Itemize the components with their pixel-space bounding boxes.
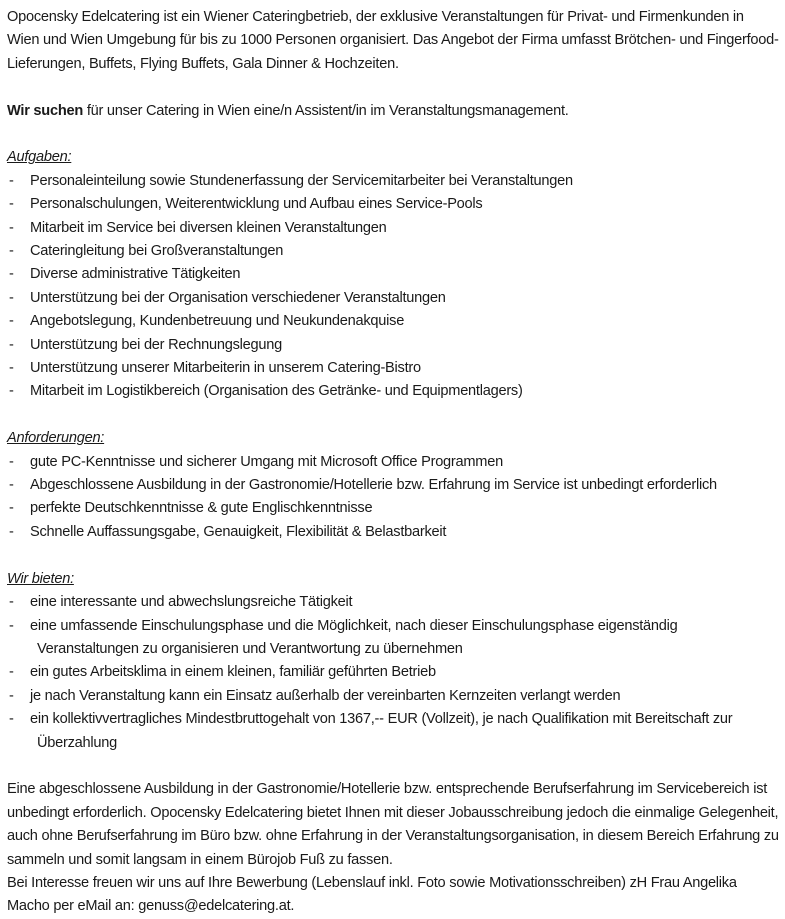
list-item: - Mitarbeit im Service bei diversen kleinen Veranstaltungen [7, 217, 779, 240]
list-item: - Unterstützung unserer Mitarbeiterin in unserem Catering-Bistro [7, 357, 779, 380]
list-item: - gute PC-Kenntnisse und sicherer Umgang mit Microsoft Office Programmen [7, 451, 779, 474]
list-item: - je nach Veranstaltung kann ein Einsatz außerhalb der vereinbarten Kernzeiten verlangt werden [7, 685, 779, 708]
spacer [7, 755, 779, 778]
spacer [7, 404, 779, 427]
list-item: - Personaleinteilung sowie Stundenerfassung der Servicemitarbeiter bei Veranstaltungen [7, 170, 779, 193]
list-item: - Unterstützung bei der Organisation verschiedener Veranstaltungen [7, 287, 779, 310]
list-item: - Personalschulungen, Weiterentwicklung und Aufbau eines Service-Pools [7, 193, 779, 216]
list-item: - Unterstützung bei der Rechnungslegung [7, 334, 779, 357]
bieten-title: Wir bieten: [7, 570, 74, 587]
list-item [7, 708, 779, 755]
list-item: - eine interessante und abwechslungsreiche Tätigkeit [7, 591, 779, 614]
search-bold: Wir suchen [7, 102, 84, 119]
list-item-continuation: Veranstaltungen zu organisieren und Verantwortung zu übernehmen [37, 640, 463, 657]
search-rest: für unser Catering in Wien eine/n Assistent/in im Veranstaltungsmanagement. [83, 102, 569, 119]
intro-paragraph: Opocensky Edelcatering ist ein Wiener Cateringbetrieb, der exklusive Veranstaltungen für Privat- und Firmenkunden in Wien und Wien Umgebung für bis zu 1000 Personen organisiert. Das Angebot der Firma umfasst Brötchen- und Fingerfood-Lieferungen, Buffets, Flying Buffets, Gala Dinner & Hochzeiten. [7, 9, 779, 72]
list-item [7, 615, 779, 662]
bieten-list [7, 591, 779, 755]
closing-paragraph: Eine abgeschlossene Ausbildung in der Gastronomie/Hotellerie bzw. entsprechende Berufserfahrung im Servicebereich ist unbedingt erforderlich. Opocensky Edelcatering bietet Ihnen mit dieser Jobausschreibung jedoch die einmalige Gelegenheit, auch ohne Berufserfahrung im Büro bzw. ohne Erfahrung in der Veranstaltungsorganisation, in diesem Bereich Erfahrung zu sammeln und somit langsam in einem Bürojob Fuß zu fassen. [7, 781, 779, 868]
spacer [7, 123, 779, 146]
anforderungen-list [7, 451, 779, 545]
anforderungen-title: Anforderungen: [7, 430, 105, 447]
list-item: - Schnelle Auffassungsgabe, Genauigkeit, Flexibilität & Belastbarkeit [7, 521, 779, 544]
list-item-continuation: Überzahlung [37, 734, 118, 751]
list-item: - perfekte Deutschkenntnisse & gute Englischkenntnisse [7, 497, 779, 520]
list-item: - Diverse administrative Tätigkeiten [7, 263, 779, 286]
list-item: - Angebotslegung, Kundenbetreuung und Neukundenakquise [7, 310, 779, 333]
list-item: - Abgeschlossene Ausbildung in der Gastronomie/Hotellerie bzw. Erfahrung im Service ist unbedingt erforderlich [7, 474, 779, 497]
application-paragraph: Bei Interesse freuen wir uns auf Ihre Bewerbung (Lebenslauf inkl. Foto sowie Motivationsschreiben) zH Frau Angelika Macho per eMail an: genuss@edelcatering.at. [7, 874, 737, 915]
list-item-line: eine umfassende Einschulungsphase und die Möglichkeit, nach dieser Einschulungsphase eigenständig [30, 617, 678, 634]
list-item: - Cateringleitung bei Großveranstaltungen [7, 240, 779, 263]
spacer [7, 544, 779, 567]
list-item: - ein gutes Arbeitsklima in einem kleinen, familiär geführten Betrieb [7, 661, 779, 684]
list-item-line: ein kollektivvertragliches Mindestbruttogehalt von 1367,-- EUR (Vollzeit), je nach Qualifikation mit Bereitschaft zur [30, 711, 733, 728]
list-item: - Mitarbeit im Logistikbereich (Organisation des Getränke- und Equipmentlagers) [7, 380, 779, 403]
search-statement [7, 100, 779, 123]
spacer [7, 76, 779, 99]
aufgaben-title: Aufgaben: [7, 149, 72, 166]
aufgaben-list [7, 170, 779, 404]
